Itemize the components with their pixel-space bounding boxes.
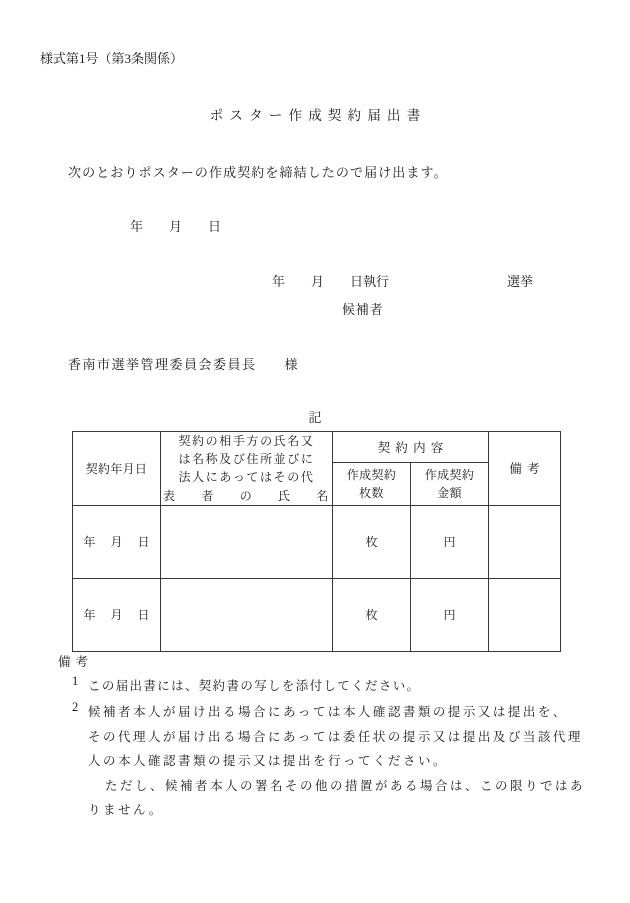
row-1-contract-date-cell[interactable] [73,505,161,578]
election-month: 月 [311,274,325,289]
note-1-number: 1 [72,674,79,688]
header-counterparty-line-3: 法人にあってはその代 [178,470,315,485]
table-row [73,505,561,578]
table-header-row [73,432,561,463]
note-2-line-1: 候補者本人が届け出る場合にあっては本人確認書類の提示又は提出を、 [88,705,568,720]
row-2-contract-date-cell[interactable] [73,578,161,651]
header-counterparty-char-3: の [239,488,254,503]
note-2-trailing-line-2: りません。 [88,802,164,817]
election-year: 年 [272,274,286,289]
election-name-label: 選挙 [507,274,534,289]
header-counterparty-line-4 [161,487,332,505]
note-2-trailing-line-1: ただし、候補者本人の署名その他の措置がある場合は、この限りではあ [105,778,586,793]
header-counterparty-char-1: 表 [163,488,177,503]
header-sheets [333,463,411,506]
header-counterparty-char-4: 氏 [278,488,292,503]
filing-date-day: 日 [208,219,222,234]
document-title: ポスター作成契約届出書 [209,108,427,123]
header-amount-line-1: 作成契約 [424,468,475,483]
note-2-body [88,700,603,822]
header-sheets-line-1: 作成契約 [346,468,397,483]
ki-mark: 記 [308,410,322,425]
row-1-day: 日 [137,535,150,550]
row-1-month: 月 [110,535,123,550]
note-item [58,674,603,698]
filing-date-month: 月 [169,219,183,234]
note-1-line-1: この届出書には、契約書の写しを添付してください。 [88,679,421,693]
header-contract-content: 契約内容 [333,432,489,463]
header-counterparty-char-2: 者 [201,488,215,503]
header-counterparty-line-1: 契約の相手方の氏名又 [178,434,315,448]
header-remarks: 備考 [489,432,561,506]
filing-date-year: 年 [130,219,144,234]
contract-table [72,431,561,652]
table-row [73,578,561,651]
form-number: 様式第1号（第3条関係） [40,51,184,66]
notes-section [58,652,603,824]
candidate-label: 候補者 [342,302,384,317]
row-1-remarks-cell[interactable] [489,505,561,578]
row-2-day: 日 [137,608,150,623]
election-date-line [272,275,533,288]
note-2-line-3: 人の本人確認書類の提示又は提出を行ってください。 [88,754,449,769]
filing-date-line [130,220,221,233]
header-counterparty [161,432,333,506]
header-counterparty-char-5: 名 [316,488,330,503]
addressee-honorific: 様 [284,357,300,372]
note-2-line-2: その代理人が届け出る場合にあっては委任状の提示又は提出及び当該代理 [88,729,583,744]
header-sheets-line-2: 枚数 [359,486,384,501]
row-2-remarks-cell[interactable] [489,578,561,651]
note-2-number: 2 [72,700,79,715]
row-1-year: 年 [83,535,96,550]
row-1-amount-cell[interactable]: 円 [411,505,489,578]
addressee-office: 香南市選挙管理委員会委員長 [68,357,257,372]
addressee-line [68,358,299,371]
header-counterparty-line-2: は名称及び住所並びに [178,452,315,467]
header-contract-date: 契約年月日 [73,432,161,506]
row-2-counterparty-cell[interactable] [161,578,333,651]
election-day-execution: 日執行 [350,274,390,289]
row-2-year: 年 [83,608,96,623]
notes-heading: 備考 [58,655,94,669]
header-amount [411,463,489,506]
row-2-sheets-cell[interactable]: 枚 [333,578,411,651]
header-amount-line-2: 金額 [437,486,462,501]
row-1-sheets-cell[interactable]: 枚 [333,505,411,578]
note-1-body [88,674,603,698]
row-2-amount-cell[interactable]: 円 [411,578,489,651]
row-2-month: 月 [110,608,123,623]
row-1-counterparty-cell[interactable] [161,505,333,578]
intro-sentence: 次のとおりポスターの作成契約を締結したので届け出ます。 [68,165,448,180]
note-item [58,700,603,822]
